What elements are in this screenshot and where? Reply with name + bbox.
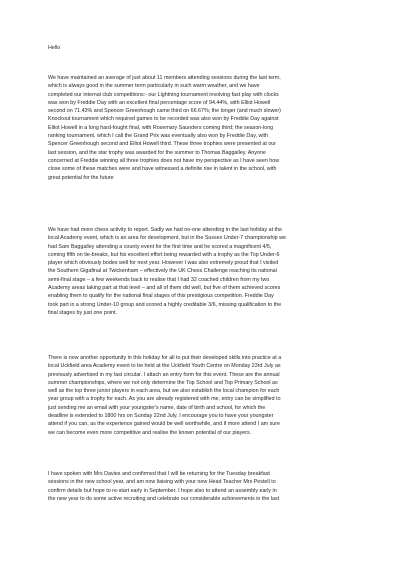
text-line: Spencer Greenhough second and Elliot Howell third. These three trophies were presented at our [48, 141, 277, 148]
text-line: the new year to do some active recruiting and celebrate our considerable achievements in the last [48, 495, 280, 502]
text-line: sessions in the new school year, and am now liaising with your new Head Teacher Mrs Pestell to [48, 479, 276, 486]
text-line: attend if you can, as the experience gained would be well worthwhile, and if more attend I am sure [48, 421, 280, 428]
text-line: semi-final stage – a few weekends back to realise that I had 32 coached children from my two [48, 276, 270, 283]
text-line: previously advertised in my last circular. I attach an entry form for this event. These are the annual [48, 371, 280, 378]
text-line: coming fifth on tie-breaks, but his excellent effort being rewarded with a trophy as the Top Under-6 [48, 251, 280, 258]
text-line: enabling them to qualify for the national final stages of this prestigious competition. Freddie Day [48, 293, 274, 300]
text-line: just sending me an email with your youngster's name, date of birth and school, for which the [48, 404, 266, 411]
text-line: had Sam Baggalley attending a county event for the first time and he scored a magnificent 4/5, [48, 243, 272, 250]
text-line: concerned at Freddie winning all three trophies does not have my perspective as I have seen how [48, 157, 280, 164]
text-line: took part in a strong Under-10 group and scored a highly creditable 3/6, missing qualification to the [48, 301, 282, 308]
text-line: was won by Freddie Day with an excellent final percentage score of 94.44%, with Elliot Howell [48, 99, 271, 106]
text-line: I have spoken with Mrs Davies and confirmed that I will be returning for the Tuesday breakfast [48, 471, 270, 477]
text-line: local Uckfield area Academy event to be held at the Uckfield Youth Centre on Monday 23rd July as [48, 363, 281, 370]
text-line: year group with a trophy for each. As you are already registered with me, entry can be simplified to [48, 396, 281, 403]
paragraph-club-competitions [48, 74, 366, 214]
text-line: There is now another opportunity in this holiday for all to put their developed skills into practice at a [48, 355, 282, 361]
paragraph-new-school-year [48, 470, 366, 566]
text-line: great potential for the future [48, 174, 114, 181]
paragraph-academy-event [48, 354, 366, 462]
text-line: which is always good in the summer term particularly in such warm weather, and we have [48, 83, 260, 90]
text-line: second on 71.43% and Spencer Greenhough came third on 66.67%; the longer (and much slower) [48, 108, 281, 115]
text-line: local Academy event, which is an area for development, but in the Sussex Under-7 championship we [48, 235, 286, 242]
text-line: final stages by just one point. [48, 309, 117, 316]
text-line: deadline is extended to 1800 hrs on Sunday 22nd July. I encourage you to have your youngster [48, 413, 274, 420]
text-line: Academy areas taking part at that level – and all of them did well, but five of them achieved scores [48, 285, 281, 292]
text-line: the Southern Gigafinal at Twickenham – effectively the UK Chess Challenge reaching its national [48, 268, 277, 275]
text-line: We have maintained an average of just about 11 members attending sessions during the last term, [48, 75, 281, 81]
text-line: well as the top three junior players in each area, but we also establish the local champion for each [48, 388, 280, 395]
text-line: last session, and the star trophy was awarded for the summer to Thomas Baggalley. Anyone [48, 149, 266, 156]
text-line: We have had more chess activity to report. Sadly we had no-one attending in the last holiday at the [48, 227, 282, 233]
paragraph-chess-activity [48, 226, 366, 346]
text-line: player which obviously bodes well for next year. However I was also extremely proud that I visited [48, 260, 279, 267]
greeting [48, 44, 366, 52]
text-line: summer championships, where we not only determine the Top School and Top Primary School as [48, 379, 278, 386]
text-line: completed our internal club competitions:- our Lightning tournament involving fast play with clocks [48, 91, 279, 98]
text-line: we can become even more competitive and realise the known potential of our players. [48, 429, 252, 436]
greeting-text: Hello [48, 45, 61, 51]
text-line: Knockout tournament which required games to be recorded was also won by Freddie Day against [48, 116, 279, 123]
text-line: ranking tournament, which I call the Grand Prix was eventually also won by Freddie Day, with [48, 133, 268, 140]
text-line: Elliot Howell in a long hard-fought final, with Rosemary Saunders coming third; the season-long [48, 124, 274, 131]
text-line: confirm details but hope to re-start early in September. I hope also to attend an assembly early in [48, 487, 277, 494]
text-line: close some of these matches were and have witnessed a definite rise in talent in the school, with [48, 166, 277, 173]
